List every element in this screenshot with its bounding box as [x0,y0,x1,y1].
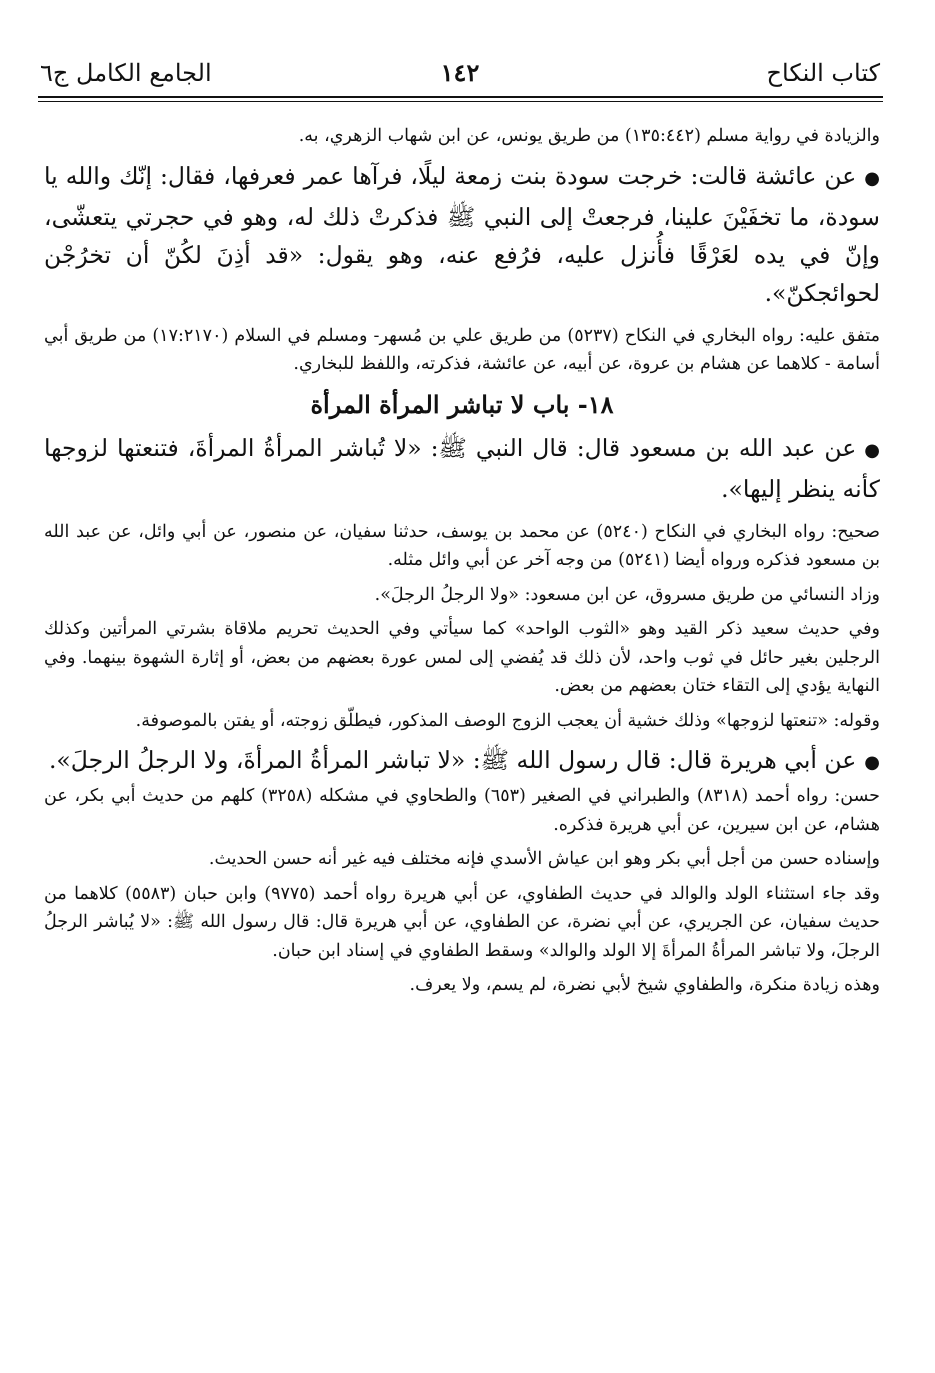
bullet-icon: ● [864,439,880,461]
page-number: ١٤٢ [440,58,480,87]
bullet-icon: ● [864,167,880,189]
header-rule-thin [38,101,883,102]
note-hasan-ahmad: حسن: رواه أحمد (٨٣١٨) والطبراني في الصغير (٦٥٣) والطحاوي في مشكله (٣٢٥٨) كلهم من حديث أبي بكر، عن هشام، عن ابن سيرين، عن أبي هريرة فذكره. [44,786,880,835]
hadith-text: عن عبد الله بن مسعود قال: قال النبي ﷺ: «لا تُباشر المرأةُ المرأةَ، فتنعتها لزوجها كأنه ينظر إليها». [44,433,880,503]
hadith-ibn-masud [44,429,880,508]
note-sahih-bukhari: صحيح: رواه البخاري في النكاح (٥٢٤٠) عن محمد بن يوسف، حدثنا سفيان، عن منصور، عن أبي وائل، عن عبد الله بن مسعود فذكره ورواه أيضا (٥٢٤١) من وجه آخر عن أبي وائل مثله. [44,521,880,570]
book-title: كتاب النكاح [766,59,880,87]
chapter-heading: ١٨- باب لا تباشر المرأة المرأة [310,389,614,419]
note-commentary-naat: وقوله: «تنعتها لزوجها» وذلك خشية أن يعجب الزوج الوصف المذكور، فيطلّق زوجته، أو يفتن بالموصوفة. [135,710,880,731]
note-isnad-hasan: وإسناده حسن من أجل أبي بكر وهو ابن عياش الأسدي فإنه مختلف فيه غير أنه حسن الحديث. [208,849,880,869]
note-muslim-addition: والزيادة في رواية مسلم (١٣٥:٤٤٢) من طريق يونس، عن ابن شهاب الزهري، به. [298,126,880,146]
note-munkar: وهذه زيادة منكرة، والطفاوي شيخ لأبي نضرة، لم يسم، ولا يعرف. [409,975,880,995]
header-rule-thick [38,96,883,98]
hadith-aisha [44,157,880,312]
note-commentary-said: وفي حديث سعيد ذكر القيد وهو «الثوب الواحد» كما سيأتي وفي الحديث تحريم ملاقاة بشرتي المرأتين وكذلك الرجلين بغير حائل في ثوب واحد، لأن ذلك قد يُفضي إلى لمس عورة بعضهم من بعض، أو إثارة الشهوة بينهما. وفي النهاية يؤدي إلى التقاء ختان بعضهم من بعض. [44,619,880,696]
running-header [40,56,880,92]
bullet-icon: ● [864,752,880,773]
hadith-text: عن أبي هريرة قال: قال رسول الله ﷺ: «لا تباشر المرأةُ المرأةَ، ولا الرجلُ الرجلَ». [48,746,857,774]
note-nasai-addition: وزاد النسائي من طريق مسروق، عن ابن مسعود: «ولا الرجلُ الرجلَ». [374,584,880,605]
page-body [44,122,880,1000]
note-takhrij-aisha: متفق عليه: رواه البخاري في النكاح (٥٢٣٧) من طريق علي بن مُسهر- ومسلم في السلام (١٧:٢١٧٠) من طريق أبي أسامة - كلاهما عن هشام بن عروة، عن أبيه، عن عائشة، فذكرته، واللفظ للبخاري. [44,325,880,374]
hadith-abu-hurayra [44,741,880,782]
volume-label: الجامع الكامل ج٦ [40,59,212,87]
hadith-text: عن عائشة قالت: خرجت سودة بنت زمعة ليلًا، فرآها عمر فعرفها، فقال: إنّك والله يا سودة، ما تخفَيْنَ علينا، فرجعتْ إلى النبي ﷺ فذكرتْ ذلك له، وهو في حجرتي يتعشّى، وإنّ في يده لعَرْقًا فأُنزل عليه، فرُفع عنه، وهو يقول: «قد أذِنَ لكُنّ أن تخرُجْن لحوائجكنّ». [44,161,880,307]
note-tufawi: وقد جاء استثناء الولد والوالد في حديث الطفاوي، عن أبي هريرة رواه أحمد (٩٧٧٥) وابن حبان (٥٥٨٣) كلاهما من حديث سفيان، عن الجريري، عن أبي نضرة، عن الطفاوي، عن أبي هريرة قال: قال رسول الله ﷺ: «لا يُباشر الرجلُ الرجلَ، ولا تباشر المرأةُ المرأةَ إلا الولد والوالد» وسقط الطفاوي في إسناد ابن حبان. [44,883,880,961]
